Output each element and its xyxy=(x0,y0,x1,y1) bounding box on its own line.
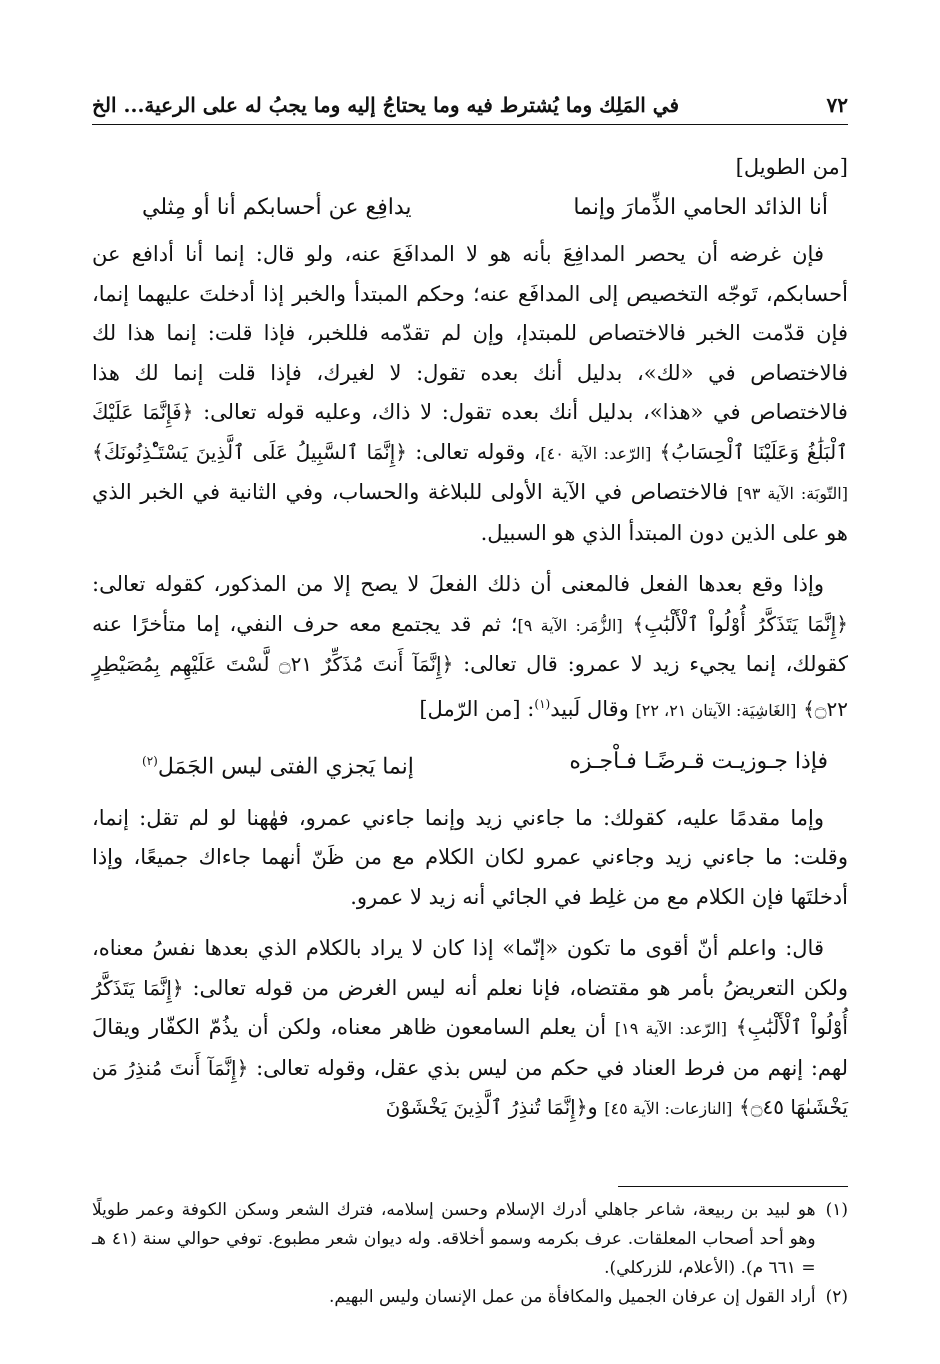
verse-reference: [النازعات: الآية ٤٥] xyxy=(604,1099,733,1119)
paragraph-text: وإذا وقع بعدها الفعل فالمعنى أن ذلك الفعلَ لا يصح إلا من المذكور، كقوله تعالى: xyxy=(92,572,824,596)
page-header xyxy=(92,90,848,120)
verse-hemistich-right: فإذا جـوزيـت قـرضًـا فـاْجـزه xyxy=(569,749,828,774)
footnote-rule xyxy=(618,1186,848,1187)
paragraph-text: وقال لَبيد xyxy=(550,696,629,721)
footnote-text: أراد القول إن عرفان الجميل والمكافأة من عمل الإنسان وليس البهيم. xyxy=(328,1287,816,1307)
footnote-number: (١) xyxy=(825,1200,848,1220)
verse-hemistich-left: يدافِع عن أحسابكم أنا أو مِثلي xyxy=(142,194,412,220)
verse-reference: [الرّعد: الآية ٤٠] xyxy=(540,443,652,463)
meter-label: [من الطويل] xyxy=(735,155,848,179)
paragraph-text: وإما مقدمًا عليه، كقولك: ما جاءني زيد وإنما جاءني عمرو، فهٰهنا لو لم تقل: إنما، وقلت: ما جاءني زيد وجاءني عمرو لكان الكلام مع من ظَنّ أنهما جاءاك جميعًا، وإذا أدخلتَها فإن الكلام مع من غلِط في الجائي أنه زيد لا عمرو. xyxy=(92,805,848,909)
paragraph-text: ؛ ثم قد يجتمع معه حرف النفي، إما متأخرًا عنه كقولك، إنما يجيء زيد لا عمرو: قال تعالى: xyxy=(92,611,849,676)
footnote-text: هو لبيد بن ربيعة، شاعر جاهلي أدرك الإسلام وحسن إسلامه، فترك الشعر وسكن الكوفة وعمر طويلًا وهو أحد أصحاب المعلقات. عرف بكرمه وسمو أخلاقه. وله ديوان شعر مطبوع. توفي حوالي سنة (٤١ هـ = ٦٦١ م). (الأعلام، للزركلي). xyxy=(92,1200,816,1278)
paragraph xyxy=(92,929,848,1129)
quran-quote: ﴿إِنَّمَآ أَنتَ مُذَكِّرٌ ۝٢١ لَّسْتَ عَلَيْهِم بِمُصَيْطِرٍ ۝٢٢﴾ xyxy=(92,652,848,721)
verse-reference: [التّوبَة: الآية ٩٣] xyxy=(736,484,848,503)
quran-quote: ﴿إِنَّمَآ أَنتَ مُنذِرُ مَن يَخْشَىٰهَا ۝٤٥﴾ xyxy=(92,1055,848,1120)
verse-reference: [الغَاشِيَة: الآيتان ٢١، ٢٢] xyxy=(635,700,797,720)
poetry-verse xyxy=(92,188,848,228)
paragraph-text: أن يعلم السامعون ظاهر معناه، ولكن أن يذُمّ الكفّار ويقالَ لهم: إنهم من فرط العناد في حكم من ليس بذي عقل، وقوله تعالى: xyxy=(92,1015,848,1080)
verse-reference: [الزُّمَر: الآية ٩] xyxy=(517,615,623,635)
quran-quote: ﴿إِنَّمَا يَتَذَكَّرُ أُوْلُواْ ٱلْأَلْبَٰبِ﴾ xyxy=(632,611,848,636)
footnote-marker[interactable]: (٢) xyxy=(142,754,158,768)
paragraph xyxy=(92,799,848,918)
footnote-marker[interactable]: (١) xyxy=(534,696,551,711)
paragraph xyxy=(92,565,848,730)
poetry-verse xyxy=(92,742,848,787)
quran-quote: ﴿إِنَّمَا ٱلسَّبِيلُ عَلَى ٱلَّذِينَ يَسْتَـْٔذِنُونَكَ﴾ xyxy=(92,439,408,464)
paragraph-text: قال: واعلم أنّ أقوى ما تكون «إنّما» إذا كان لا يراد بالكلام الذي بعدها نفسُ معناه، ولكن التعريضُ بأمر هو مقتضاه، فإنا نعلم أنه ليس الغرض من قوله تعالى: xyxy=(92,936,849,1000)
verse-hemistich-right: أنا الذائد الحامي الذِّمارَ وإنما xyxy=(573,194,828,220)
header-rule xyxy=(92,124,848,125)
main-text xyxy=(92,140,848,1141)
footnote-number: (٢) xyxy=(825,1287,848,1307)
verse-hemistich-text: إنما يَجزي الفتى ليس الجَمَل xyxy=(157,754,414,780)
running-title: في المَلِك وما يُشترط فيه وما يحتاجُ إليه وما يجبُ له على الرعية... الخ xyxy=(92,93,680,117)
footnote xyxy=(92,1196,848,1283)
quran-quote: ﴿إِنَّمَا يَتَذَكَّرُ أُوْلُواْ ٱلْأَلْبَٰبِ﴾ xyxy=(92,975,848,1040)
verse-reference: [الرّعد: الآية ١٩] xyxy=(614,1019,727,1039)
paragraph-text: فإن غرضه أن يحصر المدافِعَ بأنه هو لا المدافَعَ عنه، ولو قال: إنما أنا أدافع عن أحسابكم، تَوجّه التخصيص إلى المدافَع عنه؛ وحكم المبتدأ والخبر إذا أدخلتَ عليهما إنما، فإن قدّمت الخبر فالاختصاص للمبتدإ، وإن لم تقدّمه فللخبر، فإذا قلت: إنما هذا لك فالاختصاص في «لك»، بدليل أنك بعده تقول: لا لغيرك، فإذا قلت إنما لك هذا فالاختصاص في «هذا»، بدليل أنك بعده تقول: لا ذاك، وعليه قوله تعالى: xyxy=(92,242,848,424)
paragraph-text: و xyxy=(587,1095,598,1120)
page-number: ٧٢ xyxy=(826,93,848,117)
quran-quote: ﴿إِنَّمَا تُنذِرُ ٱلَّذِينَ يَخْشَوْنَ xyxy=(385,1095,588,1120)
meter-label: : [من الرّمل] xyxy=(419,696,535,721)
paragraph-text: ، وقوله تعالى: xyxy=(415,439,541,464)
quran-quote: ﴿فَإِنَّمَا عَلَيْكَ ٱلْبَلَٰغُ وَعَلَيْنَا ٱلْحِسَابُ﴾ xyxy=(92,400,848,464)
paragraph-text: فالاختصاص في الآية الأولى للبلاغة والحساب، وفي الثانية في الخبر الذي هو على الذين دون المبتدأ الذي هو السبيل. xyxy=(92,480,848,545)
footnotes xyxy=(92,1196,848,1312)
verse-hemistich-left xyxy=(142,742,414,787)
footnote xyxy=(92,1283,848,1312)
paragraph xyxy=(92,235,848,553)
